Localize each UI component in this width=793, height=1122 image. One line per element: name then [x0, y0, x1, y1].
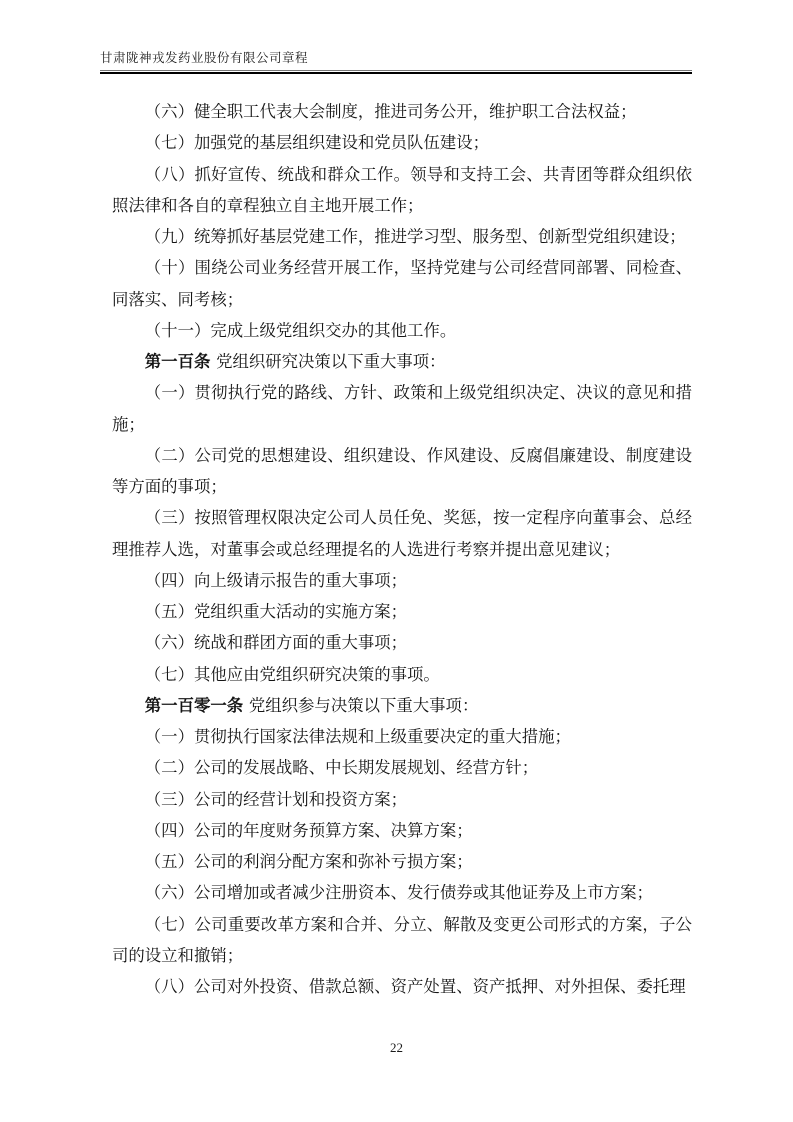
- paragraph: [112, 721, 692, 752]
- paragraph-text: （七）公司重要改革方案和合并、分立、解散及变更公司形式的方案，子公司的设立和撤销；: [112, 914, 692, 965]
- paragraph: [112, 627, 692, 658]
- paragraph-text: （八）抓好宣传、统战和群众工作。领导和支持工会、共青团等群众组织依照法律和各自的章程独立自主地开展工作；: [112, 164, 692, 215]
- paragraph: [112, 877, 692, 908]
- paragraph-text: （五）公司的利润分配方案和弥补亏损方案；: [144, 852, 473, 871]
- page-footer: [0, 1040, 793, 1056]
- paragraph: [112, 377, 692, 440]
- paragraph: [112, 565, 692, 596]
- paragraph: [112, 752, 692, 783]
- paragraph: [112, 596, 692, 627]
- paragraph: [112, 909, 692, 972]
- paragraph: [112, 159, 692, 222]
- paragraph-text: （四）向上级请示报告的重大事项；: [144, 570, 408, 590]
- paragraph-text: 党组织参与决策以下重大事项：: [244, 695, 479, 715]
- paragraph: [112, 690, 692, 721]
- paragraph-text: （一）贯彻执行党的路线、方针、政策和上级党组织决定、决议的意见和措施；: [112, 383, 692, 434]
- paragraph: [112, 784, 692, 815]
- paragraph-text: （十一）完成上级党组织交办的其他工作。: [144, 320, 457, 340]
- paragraph-text: （七）其他应由党组织研究决策的事项。: [144, 664, 440, 684]
- paragraph: [112, 815, 692, 846]
- paragraph: [112, 96, 692, 127]
- paragraph-text: （六）统战和群团方面的重大事项；: [144, 633, 408, 653]
- paragraph: [112, 659, 692, 690]
- paragraph-text: （九）统筹抓好基层党建工作，推进学习型、服务型、创新型党组织建设；: [144, 227, 686, 246]
- paragraph: [112, 127, 692, 158]
- paragraph-text: （六）健全职工代表大会制度，推进司务公开，维护职工合法权益；: [144, 102, 637, 121]
- paragraph-text: （二）公司党的思想建设、组织建设、作风建设、反腐倡廉建设、制度建设等方面的事项；: [112, 445, 692, 496]
- header-rule: [100, 70, 692, 74]
- paragraph: [112, 846, 692, 877]
- paragraph-text: （一）贯彻执行国家法律法规和上级重要决定的重大措施；: [144, 727, 571, 746]
- paragraph-text: （五）党组织重大活动的实施方案；: [144, 602, 408, 621]
- paragraph: [112, 440, 692, 503]
- paragraph: [112, 346, 692, 377]
- header-title: 甘肃陇神戎发药业股份有限公司章程: [100, 51, 309, 65]
- paragraph: [112, 502, 692, 565]
- paragraph-text: （四）公司的年度财务预算方案、决算方案；: [144, 820, 473, 840]
- paragraph-text: 党组织研究决策以下重大事项：: [211, 352, 446, 371]
- article-number: 第一百零一条: [144, 695, 244, 715]
- paragraph-text: （三）公司的经营计划和投资方案；: [144, 789, 408, 809]
- paragraph: [112, 221, 692, 252]
- paragraph: [112, 252, 692, 315]
- paragraph: [112, 315, 692, 346]
- paragraph-text: （八）公司对外投资、借款总额、资产处置、资产抵押、对外担保、委托理: [144, 977, 686, 996]
- page-number: 22: [390, 1040, 403, 1055]
- document-body: [112, 96, 692, 1002]
- page-header: [100, 50, 692, 74]
- paragraph-text: （六）公司增加或者减少注册资本、发行债券或其他证券及上市方案；: [144, 883, 653, 903]
- paragraph: [112, 971, 692, 1002]
- paragraph-text: （二）公司的发展战略、中长期发展规划、经营方针；: [144, 758, 539, 778]
- paragraph-text: （三）按照管理权限决定公司人员任免、奖惩，按一定程序向董事会、总经理推荐人选，对董事会或总经理提名的人选进行考察并提出意见建议；: [112, 508, 692, 559]
- paragraph-text: （十）围绕公司业务经营开展工作，坚持党建与公司经营同部署、同检查、同落实、同考核；: [112, 258, 692, 309]
- paragraph-text: （七）加强党的基层组织建设和党员队伍建设；: [144, 133, 489, 153]
- article-number: 第一百条: [144, 352, 211, 371]
